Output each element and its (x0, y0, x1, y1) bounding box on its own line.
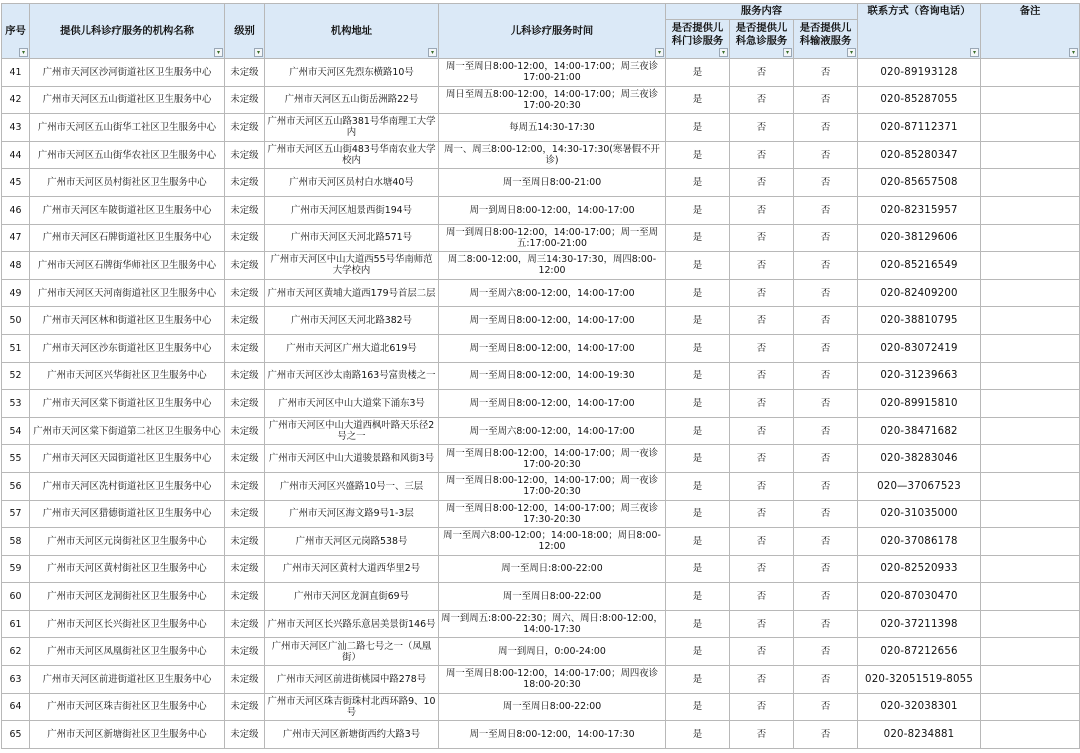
cell-seq[interactable]: 62 (2, 638, 30, 666)
cell-seq[interactable]: 60 (2, 583, 30, 611)
clinic-table (1, 3, 1080, 749)
cell-infusion[interactable]: 否 (794, 693, 858, 721)
filter-dropdown-icon[interactable]: ▾ (783, 48, 792, 57)
cell-phone[interactable]: 020-31035000 (858, 500, 981, 528)
cell-outpatient[interactable]: 是 (666, 500, 730, 528)
cell-infusion[interactable]: 否 (794, 252, 858, 280)
table-row (2, 390, 1080, 418)
cell-outpatient[interactable]: 是 (666, 721, 730, 749)
cell-emergency[interactable]: 否 (730, 252, 794, 280)
cell-seq[interactable]: 42 (2, 86, 30, 114)
cell-infusion[interactable]: 否 (794, 390, 858, 418)
cell-outpatient[interactable]: 是 (666, 224, 730, 252)
table-row (2, 334, 1080, 362)
cell-note[interactable] (981, 610, 1080, 638)
cell-seq[interactable]: 64 (2, 693, 30, 721)
cell-phone[interactable]: 020-32038301 (858, 693, 981, 721)
cell-note[interactable] (981, 417, 1080, 445)
cell-outpatient[interactable]: 是 (666, 528, 730, 556)
cell-phone[interactable]: 020—37067523 (858, 472, 981, 500)
cell-phone[interactable]: 020-8234881 (858, 721, 981, 749)
cell-address[interactable]: 广州市天河区元岗路538号 (265, 528, 439, 556)
cell-address[interactable]: 广州市天河区中山大道骏景路和风街3号 (265, 445, 439, 473)
cell-infusion[interactable]: 否 (794, 472, 858, 500)
cell-seq[interactable]: 47 (2, 224, 30, 252)
cell-hours[interactable]: 周一到周日，0:00-24:00 (439, 638, 666, 666)
cell-note[interactable] (981, 307, 1080, 335)
cell-phone[interactable]: 020-85657508 (858, 169, 981, 197)
cell-infusion[interactable]: 否 (794, 307, 858, 335)
cell-phone[interactable]: 020-85216549 (858, 252, 981, 280)
cell-phone[interactable]: 020-87212656 (858, 638, 981, 666)
cell-outpatient[interactable]: 是 (666, 417, 730, 445)
cell-note[interactable] (981, 445, 1080, 473)
cell-seq[interactable]: 58 (2, 528, 30, 556)
table-row (2, 610, 1080, 638)
filter-dropdown-icon[interactable]: ▾ (719, 48, 728, 57)
cell-name[interactable]: 广州市天河区新塘街社区卫生服务中心 (30, 721, 225, 749)
cell-address[interactable]: 广州市天河区广汕二路七号之一（凤凰街） (265, 638, 439, 666)
cell-note[interactable] (981, 362, 1080, 390)
table-row (2, 666, 1080, 694)
cell-hours[interactable]: 周一至周日8:00-12:00，14:00-17:00；周三夜诊17:30-20:30 (439, 500, 666, 528)
filter-dropdown-icon[interactable]: ▾ (655, 48, 664, 57)
cell-name[interactable]: 广州市天河区五山街华工社区卫生服务中心 (30, 114, 225, 142)
cell-note[interactable] (981, 86, 1080, 114)
cell-address[interactable]: 广州市天河区广州大道北619号 (265, 334, 439, 362)
cell-seq[interactable]: 43 (2, 114, 30, 142)
cell-note[interactable] (981, 252, 1080, 280)
cell-name[interactable]: 广州市天河区龙洞街社区卫生服务中心 (30, 583, 225, 611)
cell-level[interactable]: 未定级 (225, 169, 265, 197)
cell-emergency[interactable]: 否 (730, 445, 794, 473)
cell-seq[interactable]: 45 (2, 169, 30, 197)
cell-name[interactable]: 广州市天河区五山街华农社区卫生服务中心 (30, 141, 225, 169)
cell-infusion[interactable]: 否 (794, 141, 858, 169)
cell-emergency[interactable]: 否 (730, 196, 794, 224)
cell-hours[interactable]: 周一至周日8:00-12:00，14:00-17:00；周一夜诊17:00-20:30 (439, 445, 666, 473)
cell-emergency[interactable]: 否 (730, 279, 794, 307)
table-row (2, 445, 1080, 473)
cell-infusion[interactable]: 否 (794, 196, 858, 224)
cell-note[interactable] (981, 114, 1080, 142)
cell-seq[interactable]: 53 (2, 390, 30, 418)
filter-dropdown-icon[interactable]: ▾ (1069, 48, 1078, 57)
cell-outpatient[interactable]: 是 (666, 169, 730, 197)
cell-hours[interactable]: 每周五14:30-17:30 (439, 114, 666, 142)
cell-name[interactable]: 广州市天河区凤凰街社区卫生服务中心 (30, 638, 225, 666)
table-row (2, 528, 1080, 556)
col-header-contact[interactable]: 联系方式（咨询电话） ▾ (858, 4, 981, 59)
cell-phone[interactable]: 020-85280347 (858, 141, 981, 169)
cell-outpatient[interactable]: 是 (666, 638, 730, 666)
cell-address[interactable]: 广州市天河区五山街岳洲路22号 (265, 86, 439, 114)
cell-infusion[interactable]: 否 (794, 500, 858, 528)
cell-seq[interactable]: 61 (2, 610, 30, 638)
cell-level[interactable]: 未定级 (225, 583, 265, 611)
cell-outpatient[interactable]: 是 (666, 252, 730, 280)
cell-infusion[interactable]: 否 (794, 334, 858, 362)
cell-seq[interactable]: 41 (2, 59, 30, 87)
cell-hours[interactable]: 周一到周五:8:00-22:30；周六、周日:8:00-12:00，14:00-17:30 (439, 610, 666, 638)
cell-emergency[interactable]: 否 (730, 721, 794, 749)
cell-phone[interactable]: 020-31239663 (858, 362, 981, 390)
cell-name[interactable]: 广州市天河区黄村街社区卫生服务中心 (30, 555, 225, 583)
cell-name[interactable]: 广州市天河区沙东街道社区卫生服务中心 (30, 334, 225, 362)
cell-infusion[interactable]: 否 (794, 279, 858, 307)
cell-outpatient[interactable]: 是 (666, 114, 730, 142)
cell-level[interactable]: 未定级 (225, 334, 265, 362)
cell-emergency[interactable]: 否 (730, 141, 794, 169)
cell-level[interactable]: 未定级 (225, 59, 265, 87)
cell-address[interactable]: 广州市天河区天河北路382号 (265, 307, 439, 335)
cell-name[interactable]: 广州市天河区天园街道社区卫生服务中心 (30, 445, 225, 473)
cell-level[interactable]: 未定级 (225, 555, 265, 583)
cell-note[interactable] (981, 141, 1080, 169)
cell-name[interactable]: 广州市天河区天河南街道社区卫生服务中心 (30, 279, 225, 307)
cell-name[interactable]: 广州市天河区沙河街道社区卫生服务中心 (30, 59, 225, 87)
cell-address[interactable]: 广州市天河区前进街桃园中路278号 (265, 666, 439, 694)
filter-dropdown-icon[interactable]: ▾ (428, 48, 437, 57)
cell-level[interactable]: 未定级 (225, 472, 265, 500)
table-body (2, 59, 1080, 749)
col-header-outpatient[interactable]: 是否提供儿科门诊服务 ▾ (666, 20, 730, 59)
table-row (2, 59, 1080, 87)
cell-hours[interactable]: 周一至周日8:00-21:00 (439, 169, 666, 197)
col-header-hours[interactable]: 儿科诊疗服务时间 ▾ (439, 4, 666, 59)
cell-address[interactable]: 广州市天河区新塘街西约大路3号 (265, 721, 439, 749)
col-header-emergency[interactable]: 是否提供儿科急诊服务 ▾ (730, 20, 794, 59)
cell-infusion[interactable]: 否 (794, 528, 858, 556)
cell-level[interactable]: 未定级 (225, 417, 265, 445)
cell-phone[interactable]: 020-85287055 (858, 86, 981, 114)
cell-phone[interactable]: 020-38283046 (858, 445, 981, 473)
cell-seq[interactable]: 63 (2, 666, 30, 694)
table-header (2, 4, 1080, 59)
col-header-name[interactable]: 提供儿科诊疗服务的机构名称 ▾ (30, 4, 225, 59)
cell-level[interactable]: 未定级 (225, 610, 265, 638)
cell-emergency[interactable]: 否 (730, 114, 794, 142)
cell-address[interactable]: 广州市天河区先烈东横路10号 (265, 59, 439, 87)
table-row (2, 141, 1080, 169)
cell-emergency[interactable]: 否 (730, 583, 794, 611)
cell-phone[interactable]: 020-87030470 (858, 583, 981, 611)
cell-infusion[interactable]: 否 (794, 555, 858, 583)
cell-address[interactable]: 广州市天河区沙太南路163号富贵楼之一 (265, 362, 439, 390)
cell-hours[interactable]: 周一到周日8:00-12:00，14:00-17:00 (439, 196, 666, 224)
cell-address[interactable]: 广州市天河区中山大道西55号华南师范大学校内 (265, 252, 439, 280)
cell-level[interactable]: 未定级 (225, 721, 265, 749)
cell-level[interactable]: 未定级 (225, 390, 265, 418)
cell-emergency[interactable]: 否 (730, 86, 794, 114)
cell-phone[interactable]: 020-89193128 (858, 59, 981, 87)
cell-level[interactable]: 未定级 (225, 528, 265, 556)
table-row (2, 417, 1080, 445)
cell-seq[interactable]: 46 (2, 196, 30, 224)
cell-note[interactable] (981, 555, 1080, 583)
cell-emergency[interactable]: 否 (730, 59, 794, 87)
cell-phone[interactable]: 020-87112371 (858, 114, 981, 142)
cell-name[interactable]: 广州市天河区员村街社区卫生服务中心 (30, 169, 225, 197)
cell-emergency[interactable]: 否 (730, 224, 794, 252)
cell-emergency[interactable]: 否 (730, 500, 794, 528)
cell-address[interactable]: 广州市天河区黄村大道西华里2号 (265, 555, 439, 583)
cell-note[interactable] (981, 196, 1080, 224)
cell-phone[interactable]: 020-82520933 (858, 555, 981, 583)
cell-outpatient[interactable]: 是 (666, 693, 730, 721)
cell-outpatient[interactable]: 是 (666, 472, 730, 500)
cell-address[interactable]: 广州市天河区员村白水塘40号 (265, 169, 439, 197)
table-row (2, 362, 1080, 390)
cell-address[interactable]: 广州市天河区龙洞直街69号 (265, 583, 439, 611)
cell-hours[interactable]: 周日至周五8:00-12:00，14:00-17:00；周三夜诊17:00-20:30 (439, 86, 666, 114)
cell-name[interactable]: 广州市天河区冼村街道社区卫生服务中心 (30, 472, 225, 500)
cell-name[interactable]: 广州市天河区石牌街道社区卫生服务中心 (30, 224, 225, 252)
table-row (2, 472, 1080, 500)
table-row (2, 307, 1080, 335)
cell-hours[interactable]: 周一至周日8:00-12:00，14:00-17:30 (439, 721, 666, 749)
col-header-seq[interactable]: 序号 ▾ (2, 4, 30, 59)
cell-infusion[interactable]: 否 (794, 114, 858, 142)
cell-note[interactable] (981, 528, 1080, 556)
cell-name[interactable]: 广州市天河区兴华街社区卫生服务中心 (30, 362, 225, 390)
cell-outpatient[interactable]: 是 (666, 445, 730, 473)
cell-outpatient[interactable]: 是 (666, 141, 730, 169)
cell-outpatient[interactable]: 是 (666, 196, 730, 224)
cell-level[interactable]: 未定级 (225, 666, 265, 694)
cell-note[interactable] (981, 59, 1080, 87)
cell-hours[interactable]: 周一至周日8:00-12:00，14:00-17:00；周一夜诊17:00-20:30 (439, 472, 666, 500)
table-row (2, 114, 1080, 142)
cell-hours[interactable]: 周一至周日8:00-22:00 (439, 583, 666, 611)
cell-note[interactable] (981, 666, 1080, 694)
cell-seq[interactable]: 49 (2, 279, 30, 307)
cell-seq[interactable]: 50 (2, 307, 30, 335)
cell-note[interactable] (981, 693, 1080, 721)
cell-infusion[interactable]: 否 (794, 59, 858, 87)
cell-hours[interactable]: 周一、周三8:00-12:00，14:30-17:30(寒暑假不开诊) (439, 141, 666, 169)
cell-emergency[interactable]: 否 (730, 472, 794, 500)
cell-name[interactable]: 广州市天河区五山街道社区卫生服务中心 (30, 86, 225, 114)
cell-level[interactable]: 未定级 (225, 279, 265, 307)
cell-seq[interactable]: 51 (2, 334, 30, 362)
cell-name[interactable]: 广州市天河区石牌街华师社区卫生服务中心 (30, 252, 225, 280)
cell-outpatient[interactable]: 是 (666, 666, 730, 694)
cell-phone[interactable]: 020-82315957 (858, 196, 981, 224)
cell-hours[interactable]: 周一至周日8:00-22:00 (439, 693, 666, 721)
cell-level[interactable]: 未定级 (225, 362, 265, 390)
filter-dropdown-icon[interactable]: ▾ (970, 48, 979, 57)
cell-infusion[interactable]: 否 (794, 86, 858, 114)
cell-address[interactable]: 广州市天河区中山大道西枫叶路天乐径2号之一 (265, 417, 439, 445)
cell-infusion[interactable]: 否 (794, 721, 858, 749)
cell-address[interactable]: 广州市天河区珠吉街珠村北西环路9、10号 (265, 693, 439, 721)
cell-outpatient[interactable]: 是 (666, 362, 730, 390)
table-row (2, 86, 1080, 114)
cell-seq[interactable]: 44 (2, 141, 30, 169)
cell-infusion[interactable]: 否 (794, 224, 858, 252)
cell-level[interactable]: 未定级 (225, 445, 265, 473)
cell-level[interactable]: 未定级 (225, 638, 265, 666)
table-row (2, 169, 1080, 197)
cell-hours[interactable]: 周一至周日8:00-12:00，14:00-17:00；周三夜诊17:00-21:00 (439, 59, 666, 87)
cell-outpatient[interactable]: 是 (666, 307, 730, 335)
cell-address[interactable]: 广州市天河区兴盛路10号一、三层 (265, 472, 439, 500)
cell-infusion[interactable]: 否 (794, 417, 858, 445)
cell-note[interactable] (981, 334, 1080, 362)
cell-hours[interactable]: 周二8:00-12:00，周三14:30-17:30，周四8:00-12:00 (439, 252, 666, 280)
col-header-note[interactable]: 备注 ▾ (981, 4, 1080, 59)
cell-name[interactable]: 广州市天河区棠下街道社区卫生服务中心 (30, 390, 225, 418)
cell-level[interactable]: 未定级 (225, 196, 265, 224)
cell-level[interactable]: 未定级 (225, 693, 265, 721)
cell-outpatient[interactable]: 是 (666, 334, 730, 362)
cell-note[interactable] (981, 390, 1080, 418)
cell-emergency[interactable]: 否 (730, 693, 794, 721)
cell-emergency[interactable]: 否 (730, 638, 794, 666)
cell-outpatient[interactable]: 是 (666, 86, 730, 114)
cell-hours[interactable]: 周一至周日8:00-12:00，14:00-19:30 (439, 362, 666, 390)
cell-outpatient[interactable]: 是 (666, 555, 730, 583)
cell-infusion[interactable]: 否 (794, 445, 858, 473)
col-header-level[interactable]: 级别 ▾ (225, 4, 265, 59)
cell-hours[interactable]: 周一至周六8:00-12:00，14:00-17:00 (439, 417, 666, 445)
cell-level[interactable]: 未定级 (225, 114, 265, 142)
table-row (2, 224, 1080, 252)
col-header-infusion[interactable]: 是否提供儿科输液服务 ▾ (794, 20, 858, 59)
cell-name[interactable]: 广州市天河区猎德街道社区卫生服务中心 (30, 500, 225, 528)
cell-outpatient[interactable]: 是 (666, 390, 730, 418)
cell-address[interactable]: 广州市天河区黄埔大道西179号首层二层 (265, 279, 439, 307)
cell-note[interactable] (981, 638, 1080, 666)
cell-phone[interactable]: 020-82409200 (858, 279, 981, 307)
cell-phone[interactable]: 020-37086178 (858, 528, 981, 556)
cell-note[interactable] (981, 169, 1080, 197)
cell-seq[interactable]: 55 (2, 445, 30, 473)
cell-infusion[interactable]: 否 (794, 362, 858, 390)
cell-hours[interactable]: 周一至周日8:00-12:00，14:00-17:00 (439, 390, 666, 418)
cell-phone[interactable]: 020-37211398 (858, 610, 981, 638)
cell-phone[interactable]: 020-38129606 (858, 224, 981, 252)
cell-hours[interactable]: 周一至周日8:00-12:00，14:00-17:00；周四夜诊18:00-20:30 (439, 666, 666, 694)
cell-address[interactable]: 广州市天河区长兴路乐意居美景街146号 (265, 610, 439, 638)
cell-note[interactable] (981, 279, 1080, 307)
cell-note[interactable] (981, 721, 1080, 749)
cell-note[interactable] (981, 583, 1080, 611)
table-row (2, 500, 1080, 528)
cell-note[interactable] (981, 224, 1080, 252)
cell-address[interactable]: 广州市天河区五山街483号华南农业大学校内 (265, 141, 439, 169)
cell-hours[interactable]: 周一至周日8:00-12:00，14:00-17:00 (439, 334, 666, 362)
cell-address[interactable]: 广州市天河区海文路9号1-3层 (265, 500, 439, 528)
cell-emergency[interactable]: 否 (730, 666, 794, 694)
cell-outpatient[interactable]: 是 (666, 610, 730, 638)
cell-emergency[interactable]: 否 (730, 362, 794, 390)
cell-phone[interactable]: 020-38810795 (858, 307, 981, 335)
cell-hours[interactable]: 周一至周日8:00-12:00，14:00-17:00 (439, 307, 666, 335)
cell-emergency[interactable]: 否 (730, 555, 794, 583)
cell-name[interactable]: 广州市天河区前进街道社区卫生服务中心 (30, 666, 225, 694)
cell-outpatient[interactable]: 是 (666, 59, 730, 87)
cell-seq[interactable]: 59 (2, 555, 30, 583)
cell-name[interactable]: 广州市天河区珠吉街社区卫生服务中心 (30, 693, 225, 721)
col-header-service-group: 服务内容 (666, 4, 858, 20)
cell-infusion[interactable]: 否 (794, 610, 858, 638)
cell-level[interactable]: 未定级 (225, 141, 265, 169)
cell-phone[interactable]: 020-38471682 (858, 417, 981, 445)
col-header-address[interactable]: 机构地址 ▾ (265, 4, 439, 59)
cell-hours[interactable]: 周一到周日8:00-12:00，14:00-17:00；周一至周五:17:00-21:00 (439, 224, 666, 252)
cell-phone[interactable]: 020-83072419 (858, 334, 981, 362)
cell-emergency[interactable]: 否 (730, 307, 794, 335)
table-row (2, 583, 1080, 611)
filter-dropdown-icon[interactable]: ▾ (19, 48, 28, 57)
cell-name[interactable]: 广州市天河区林和街道社区卫生服务中心 (30, 307, 225, 335)
cell-hours[interactable]: 周一至周六8:00-12:00；14:00-18:00；周日8:00-12:00 (439, 528, 666, 556)
cell-emergency[interactable]: 否 (730, 610, 794, 638)
table-row (2, 638, 1080, 666)
cell-seq[interactable]: 57 (2, 500, 30, 528)
cell-seq[interactable]: 56 (2, 472, 30, 500)
table-row (2, 555, 1080, 583)
cell-phone[interactable]: 020-89915810 (858, 390, 981, 418)
cell-emergency[interactable]: 否 (730, 417, 794, 445)
cell-address[interactable]: 广州市天河区天河北路571号 (265, 224, 439, 252)
cell-infusion[interactable]: 否 (794, 638, 858, 666)
cell-level[interactable]: 未定级 (225, 224, 265, 252)
table-row (2, 693, 1080, 721)
cell-seq[interactable]: 54 (2, 417, 30, 445)
cell-name[interactable]: 广州市天河区元岗街社区卫生服务中心 (30, 528, 225, 556)
table-row (2, 279, 1080, 307)
filter-dropdown-icon[interactable]: ▾ (847, 48, 856, 57)
cell-note[interactable] (981, 472, 1080, 500)
cell-phone[interactable]: 020-32051519-8055 (858, 666, 981, 694)
table-row (2, 252, 1080, 280)
filter-dropdown-icon[interactable]: ▾ (254, 48, 263, 57)
cell-hours[interactable]: 周一至周六8:00-12:00，14:00-17:00 (439, 279, 666, 307)
cell-name[interactable]: 广州市天河区棠下街道第二社区卫生服务中心 (30, 417, 225, 445)
cell-note[interactable] (981, 500, 1080, 528)
cell-seq[interactable]: 65 (2, 721, 30, 749)
cell-infusion[interactable]: 否 (794, 583, 858, 611)
cell-emergency[interactable]: 否 (730, 334, 794, 362)
cell-infusion[interactable]: 否 (794, 169, 858, 197)
cell-seq[interactable]: 52 (2, 362, 30, 390)
cell-infusion[interactable]: 否 (794, 666, 858, 694)
cell-level[interactable]: 未定级 (225, 307, 265, 335)
table-row (2, 196, 1080, 224)
cell-hours[interactable]: 周一至周日:8:00-22:00 (439, 555, 666, 583)
cell-emergency[interactable]: 否 (730, 528, 794, 556)
cell-emergency[interactable]: 否 (730, 169, 794, 197)
table-row (2, 721, 1080, 749)
cell-seq[interactable]: 48 (2, 252, 30, 280)
cell-name[interactable]: 广州市天河区车陂街道社区卫生服务中心 (30, 196, 225, 224)
cell-emergency[interactable]: 否 (730, 390, 794, 418)
cell-level[interactable]: 未定级 (225, 252, 265, 280)
cell-level[interactable]: 未定级 (225, 86, 265, 114)
cell-address[interactable]: 广州市天河区旭景西街194号 (265, 196, 439, 224)
cell-level[interactable]: 未定级 (225, 500, 265, 528)
cell-outpatient[interactable]: 是 (666, 583, 730, 611)
cell-address[interactable]: 广州市天河区中山大道棠下涌东3号 (265, 390, 439, 418)
cell-outpatient[interactable]: 是 (666, 279, 730, 307)
filter-dropdown-icon[interactable]: ▾ (214, 48, 223, 57)
cell-address[interactable]: 广州市天河区五山路381号华南理工大学内 (265, 114, 439, 142)
cell-name[interactable]: 广州市天河区长兴街社区卫生服务中心 (30, 610, 225, 638)
